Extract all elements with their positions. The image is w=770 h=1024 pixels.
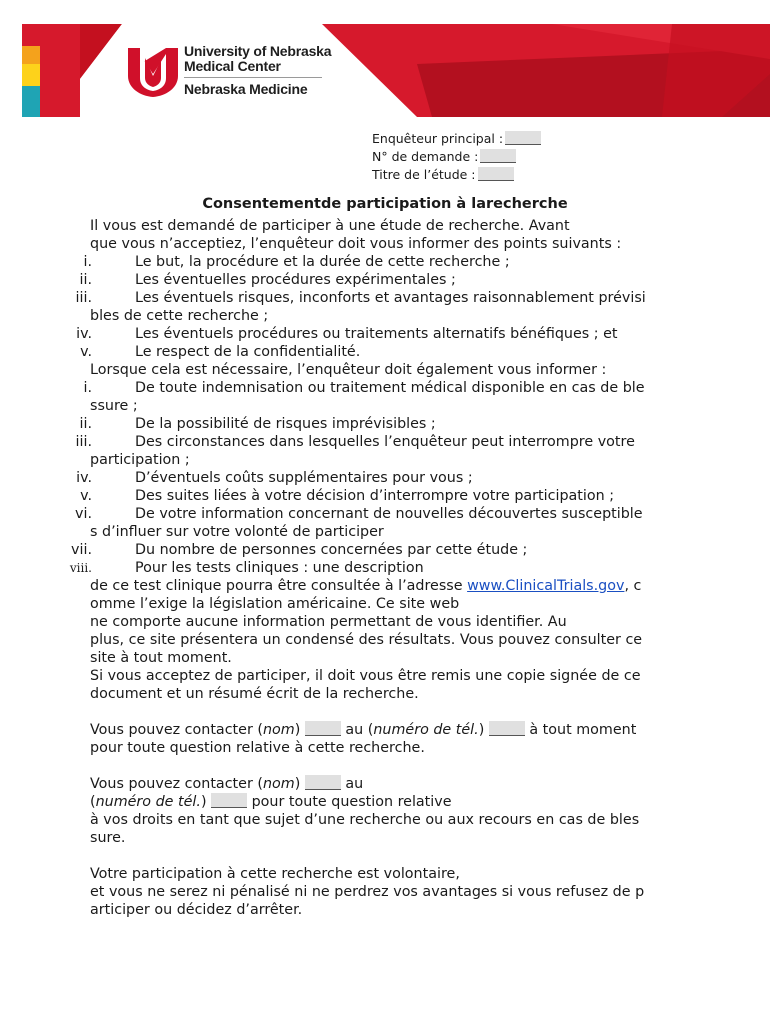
list2-num-2: ii. xyxy=(79,416,92,432)
list1-num-5: v. xyxy=(80,344,92,360)
list1-item-3: Les éventuels risques, inconforts et avantages raisonnablement prévisi xyxy=(135,290,646,306)
investigator-label: Enquêteur principal : xyxy=(372,131,504,146)
contact2-phone-field[interactable] xyxy=(211,793,247,808)
contact2-name-hint: nom xyxy=(262,776,295,792)
list2-item-3-cont: participation ; xyxy=(90,452,190,468)
investigator-field[interactable] xyxy=(505,131,541,145)
study-title-row xyxy=(372,166,541,184)
list2-item-2: De la possibilité de risques imprévisibles ; xyxy=(135,416,436,432)
contact2-name-field[interactable] xyxy=(305,775,341,790)
contact2-text-d: ( xyxy=(90,794,96,810)
study-title-label: Titre de l’étude : xyxy=(372,167,476,182)
request-row xyxy=(372,148,541,166)
list1-num-3: iii. xyxy=(75,290,92,306)
contact2-text-b: ) xyxy=(294,776,305,792)
list2-item-1-cont: ssure ; xyxy=(90,398,138,414)
list2-item-1: De toute indemnisation ou traitement médical disponible en cas de ble xyxy=(135,380,645,396)
contact2-text-e: ) xyxy=(200,794,212,810)
list1-item-4: Les éventuels procédures ou traitements alternatifs bénéfiques ; et xyxy=(135,326,618,342)
unmc-n-icon xyxy=(126,42,180,98)
contact1-text-c: au ( xyxy=(340,722,374,738)
study-title-field[interactable] xyxy=(478,167,514,181)
list1-num-4: iv. xyxy=(76,326,92,342)
contact2-line-3: à vos droits en tant que sujet d’une recherche ou aux recours en cas de bles xyxy=(90,812,640,828)
voluntary-line-2: et vous ne serez ni pénalisé ni ne perdrez vos avantages si vous refusez de p xyxy=(90,884,645,900)
logo-university-name: University of Nebraska xyxy=(184,43,332,59)
list1-item-3-cont: bles de cette recherche ; xyxy=(90,308,269,324)
clinical-line-1 xyxy=(90,577,641,595)
contact2-phone-hint: numéro de tél. xyxy=(95,794,201,810)
intro-line-1: Il vous est demandé de participer à une étude de recherche. Avant xyxy=(90,218,570,234)
contact1-phone-hint: numéro de tél. xyxy=(373,722,479,738)
list2-num-8: viii. xyxy=(69,561,92,575)
contact2-line-2 xyxy=(90,793,452,811)
list2-num-7: vii. xyxy=(71,542,92,558)
clinicaltrials-link[interactable]: www.ClinicalTrials.gov xyxy=(467,578,625,594)
logo-divider xyxy=(184,77,322,78)
contact2-line-1 xyxy=(90,775,363,793)
contact1-line-1 xyxy=(90,721,636,739)
contact2-text-f: pour toute question relative xyxy=(247,794,452,810)
list1-num-1: i. xyxy=(83,254,92,270)
list2-num-3: iii. xyxy=(75,434,92,450)
contact1-text-e: à tout moment xyxy=(524,722,637,738)
list2-item-7: Du nombre de personnes concernées par cette étude ; xyxy=(135,542,528,558)
clinical-line-4: plus, ce site présentera un condensé des résultats. Vous pouvez consulter ce xyxy=(90,632,643,648)
document-title: Consentementde participation à larecherche xyxy=(202,196,568,212)
copy-line-1: Si vous acceptez de participer, il doit vous être remis une copie signée de ce xyxy=(90,668,641,684)
list2-num-1: i. xyxy=(83,380,92,396)
contact1-text-b: ) xyxy=(294,722,305,738)
list1-item-2: Les éventuelles procédures expérimentales ; xyxy=(135,272,456,288)
list2-item-6-cont: s d’influer sur votre volonté de participer xyxy=(90,524,384,540)
intro-line-2: que vous n’acceptiez, l’enquêteur doit vous informer des points suivants : xyxy=(90,236,622,252)
list2-item-4: D’éventuels coûts supplémentaires pour vous ; xyxy=(135,470,473,486)
clinical-text-b: , c xyxy=(624,578,642,594)
also-inform-line: Lorsque cela est nécessaire, l’enquêteur doit également vous informer : xyxy=(90,362,607,378)
contact1-text-a: Vous pouvez contacter ( xyxy=(90,722,263,738)
list2-item-6: De votre information concernant de nouvelles découvertes susceptible xyxy=(135,506,643,522)
clinical-line-3: ne comporte aucune information permettant de vous identifier. Au xyxy=(90,614,567,630)
clinical-text-a: de ce test clinique pourra être consultée à l’adresse xyxy=(90,578,468,594)
list1-item-5: Le respect de la confidentialité. xyxy=(135,344,361,360)
clinical-line-5: site à tout moment. xyxy=(90,650,232,666)
contact2-line-4: sure. xyxy=(90,830,126,846)
copy-line-2: document et un résumé écrit de la recherche. xyxy=(90,686,419,702)
study-info xyxy=(372,130,541,184)
contact1-name-field[interactable] xyxy=(305,721,341,736)
list2-num-5: v. xyxy=(80,488,92,504)
contact2-text-a: Vous pouvez contacter ( xyxy=(90,776,263,792)
contact1-phone-field[interactable] xyxy=(489,721,525,736)
header-banner xyxy=(22,24,770,117)
voluntary-line-3: articiper ou décidez d’arrêter. xyxy=(90,902,303,918)
contact2-text-c: au xyxy=(340,776,364,792)
list2-item-8: Pour les tests cliniques : une description xyxy=(135,560,424,576)
logo-nebraska-medicine: Nebraska Medicine xyxy=(184,81,308,97)
contact1-text-d: ) xyxy=(478,722,489,738)
contact1-line-2: pour toute question relative à cette recherche. xyxy=(90,740,425,756)
list2-num-4: iv. xyxy=(76,470,92,486)
list1-num-2: ii. xyxy=(79,272,92,288)
list1-item-1: Le but, la procédure et la durée de cette recherche ; xyxy=(135,254,510,270)
investigator-row xyxy=(372,130,541,148)
request-number-label: N° de demande : xyxy=(372,149,479,164)
list2-num-6: vi. xyxy=(75,506,92,522)
voluntary-line-1: Votre participation à cette recherche est volontaire, xyxy=(90,866,460,882)
clinical-line-2: omme l’exige la législation américaine. Ce site web xyxy=(90,596,460,612)
logo-medical-center: Medical Center xyxy=(184,58,281,74)
list2-item-5: Des suites liées à votre décision d’interrompre votre participation ; xyxy=(135,488,615,504)
request-number-field[interactable] xyxy=(480,149,516,163)
contact1-name-hint: nom xyxy=(262,722,295,738)
list2-item-3: Des circonstances dans lesquelles l’enquêteur peut interrompre votre xyxy=(135,434,635,450)
unmc-logo xyxy=(126,42,341,114)
